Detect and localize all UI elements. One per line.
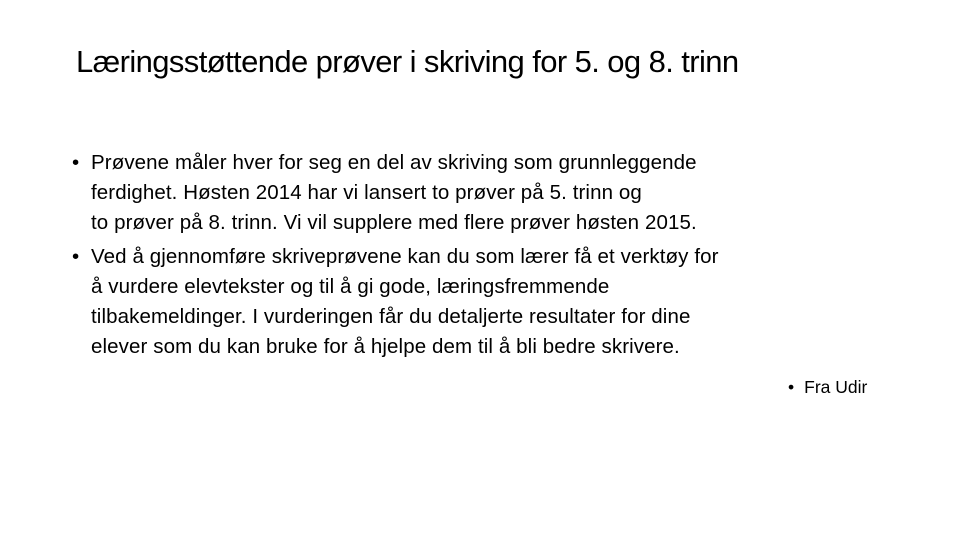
bullet-line: to prøver på 8. trinn. Vi vil supplere med flere prøver høsten 2015.	[91, 211, 697, 234]
bullet-dot-icon: •	[788, 377, 795, 397]
bullet-line: ferdighet. Høsten 2014 har vi lansert to prøver på 5. trinn og	[91, 181, 642, 204]
source-text: Fra Udir	[804, 377, 868, 397]
bullet-dot-icon: •	[72, 151, 80, 174]
bullet-line: å vurdere elevtekster og til å gi gode, læringsfremmende	[91, 275, 610, 298]
bullet-line: Prøvene måler hver for seg en del av skriving som grunnleggende	[91, 151, 697, 174]
bullet-line: tilbakemeldinger. I vurderingen får du detaljerte resultater for dine	[91, 305, 691, 328]
source-credit	[788, 374, 867, 400]
slide-title: Læringsstøttende prøver i skriving for 5. og 8. trinn	[76, 44, 739, 79]
bullet-item	[72, 242, 912, 362]
bullet-line: elever som du kan bruke for å hjelpe dem til å bli bedre skrivere.	[91, 335, 680, 358]
bullet-list	[72, 148, 912, 366]
bullet-item	[72, 148, 912, 238]
bullet-dot-icon: •	[72, 245, 80, 268]
bullet-line: Ved å gjennomføre skriveprøvene kan du som lærer få et verktøy for	[91, 245, 719, 268]
